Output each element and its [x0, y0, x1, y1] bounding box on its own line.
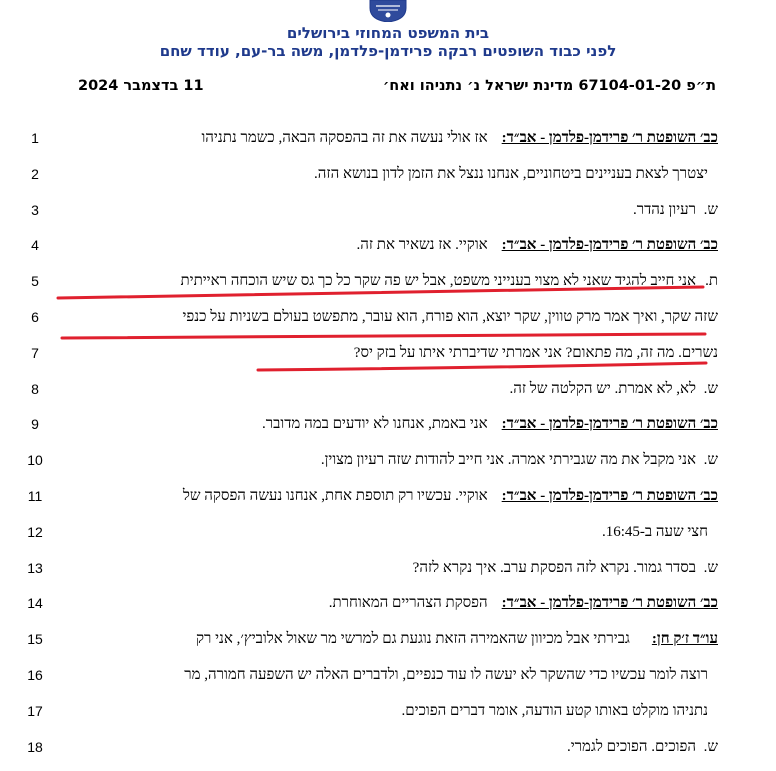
case-header — [78, 78, 716, 100]
transcript-line — [0, 663, 776, 699]
speaker-label: כב׳ השופטת ר׳ פרידמן-פלדמן - אב״ד: — [501, 237, 718, 254]
court-name: בית המשפט המחוזי בירושלים — [286, 24, 490, 42]
line-text: רוצה לומר עכשיו כדי שהשקר לא יעשה לו עוד כנפיים, ולדברים האלה יש השפעה חמורה, מר — [184, 666, 708, 683]
line-number: 18 — [27, 738, 43, 755]
line-number: 7 — [31, 344, 39, 361]
line-text — [356, 237, 718, 254]
speaker-label: עו״ד ז׳ק חן: — [651, 631, 718, 648]
transcript-line — [0, 520, 776, 556]
transcript-line — [0, 448, 776, 484]
hearing-date: 11 בדצמבר 2024 — [78, 78, 204, 94]
transcript-line — [0, 305, 776, 341]
line-number: 9 — [31, 416, 39, 433]
transcript-line — [0, 233, 776, 269]
line-number: 4 — [31, 237, 39, 254]
line-content: הפוכים. הפוכים לגמרי. — [566, 738, 696, 755]
transcript-line — [0, 269, 776, 305]
line-number: 2 — [31, 165, 39, 182]
transcript-line — [0, 627, 776, 663]
line-text — [183, 488, 718, 505]
line-text — [201, 130, 718, 147]
line-number: 6 — [31, 308, 39, 325]
transcript-line — [0, 162, 776, 198]
line-number: 12 — [27, 523, 43, 540]
transcript-line — [0, 735, 776, 771]
line-number: 8 — [31, 380, 39, 397]
line-text — [321, 452, 718, 469]
line-content: אוקיי. אז נשאיר את זה. — [356, 237, 488, 254]
line-text: חצי שעה ב-16:45. — [601, 523, 708, 540]
line-content: אני מקבל את מה שגבירתי אמרה. אני חייב להודות שזה רעיון מצוין. — [320, 452, 696, 469]
speaker-marker: ש. — [703, 452, 718, 469]
line-number: 5 — [31, 273, 39, 290]
line-number: 16 — [27, 666, 43, 683]
transcript — [0, 126, 776, 770]
line-text: נשרים. מה זה, מה פתאום? אני אמרתי שדיברתי איתו על בזק יס? — [353, 344, 718, 361]
line-content: הפסקת הצהריים המאוחרת. — [328, 595, 488, 612]
line-text — [567, 739, 718, 756]
transcript-line — [0, 556, 776, 592]
line-content: אוקיי. עכשיו רק תוספת אחת, אנחנו נעשה הפסקה של — [182, 487, 488, 504]
speaker-label: כב׳ השופטת ר׳ פרידמן-פלדמן - אב״ד: — [501, 130, 718, 146]
line-text — [196, 631, 718, 648]
speaker-label: כב׳ השופטת ר׳ פרידמן-פלדמן - אב״ד: — [501, 487, 718, 504]
speaker-marker: ש. — [703, 559, 718, 576]
line-content: אני באמת, אנחנו לא יודעים במה מדובר. — [262, 416, 488, 433]
line-text: נתניהו מוקלט באותו קטע הודעה, אומר דברים הפוכים. — [401, 702, 708, 719]
transcript-line — [0, 591, 776, 627]
judges-line: לפני כבוד השופטים רבקה פרידמן-פלדמן, משה בר-עם, עודד שחם — [159, 42, 617, 60]
case-title: ת״פ 67104-01-20 מדינת ישראל נ׳ נתניהו ואח׳ — [382, 78, 716, 94]
line-number: 13 — [27, 559, 43, 576]
line-content: רעיון נהדר. — [632, 201, 696, 218]
line-number: 10 — [27, 452, 43, 469]
transcript-line — [0, 126, 776, 162]
transcript-line — [0, 198, 776, 234]
court-emblem-icon — [368, 0, 408, 22]
transcript-line — [0, 699, 776, 735]
line-number: 17 — [27, 702, 43, 719]
line-text: שזה שקר, ואיך אמר מרק טווין, שקר יוצא, הוא פורח, הוא עובר, מתפשט בעולם בשניות על כנפי — [182, 308, 718, 325]
transcript-line — [0, 377, 776, 413]
line-text — [181, 273, 718, 290]
line-content: בסדר גמור. נקרא לזה הפסקת ערב. איך נקרא לזה? — [412, 559, 696, 576]
line-text: יצטרך לצאת בעניינים ביטחוניים, אנחנו ננצל את הזמן לדון בנושא הזה. — [314, 165, 708, 182]
line-content: לא, לא אמרת. יש הקלטה של זה. — [509, 380, 696, 397]
line-content: אז אולי נעשה את זה בהפסקה הבאה, כשמר נתניהו — [201, 130, 488, 146]
line-text — [413, 560, 718, 577]
speaker-label: כב׳ השופטת ר׳ פרידמן-פלדמן - אב״ד: — [501, 595, 718, 612]
speaker-marker: ש. — [703, 380, 718, 397]
speaker-label: כב׳ השופטת ר׳ פרידמן-פלדמן - אב״ד: — [501, 416, 718, 433]
line-text — [262, 416, 718, 433]
line-text — [329, 595, 718, 612]
transcript-line — [0, 412, 776, 448]
line-number: 11 — [27, 487, 43, 504]
speaker-marker: ש. — [703, 201, 718, 218]
line-number: 1 — [31, 130, 39, 146]
line-number: 15 — [27, 631, 43, 648]
transcript-line — [0, 341, 776, 377]
line-number: 14 — [27, 595, 43, 612]
line-content: אני חייב להגיד שאני לא מצוי בענייני משפט, אבל יש פה שקר כל כך גס שיש הוכחה ראייתית — [180, 273, 696, 290]
transcript-line — [0, 484, 776, 520]
line-text — [509, 381, 718, 398]
speaker-marker: ת. — [705, 273, 718, 290]
line-text — [633, 202, 718, 219]
speaker-marker: ש. — [703, 738, 718, 755]
line-number: 3 — [31, 201, 39, 218]
line-content: גבירתי אבל מכיוון שהאמירה הזאת נוגעת גם למרשי מר שאול אלוביץ׳, אני רק — [195, 631, 630, 648]
